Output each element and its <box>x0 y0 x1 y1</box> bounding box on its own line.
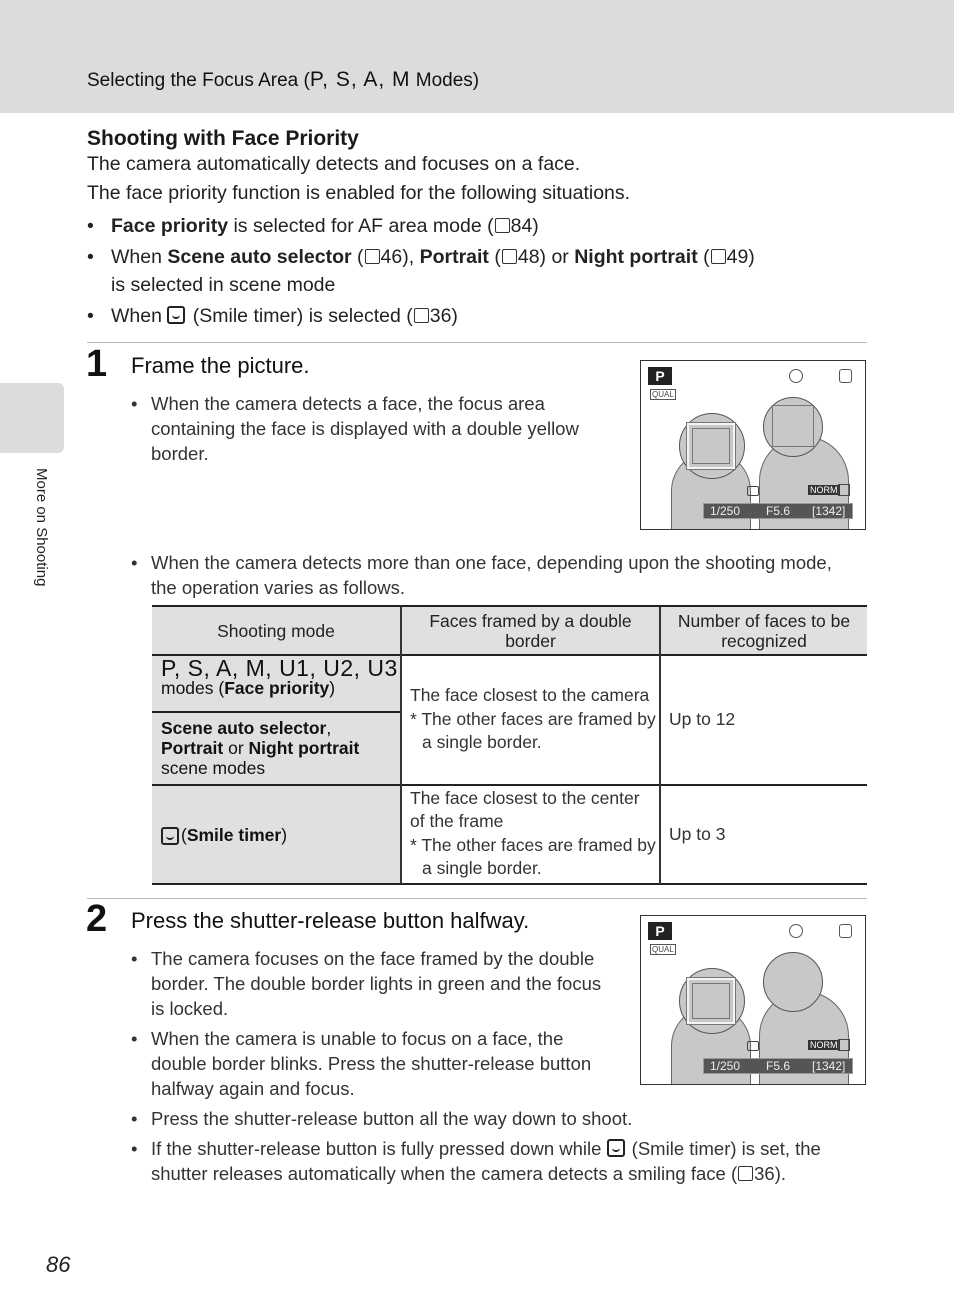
step-2-bullet-2: • When the camera is unable to focus on a face, the <box>131 1028 564 1049</box>
single-focus-border <box>772 405 814 447</box>
page-header-band <box>0 0 954 113</box>
shutter-speed: 1/250 <box>710 504 741 518</box>
step-2-title: Press the shutter-release button halfway. <box>131 908 530 933</box>
quality-icon: QUAL <box>652 390 674 399</box>
smile-timer-icon <box>161 827 179 845</box>
aperture-value: F5.6 <box>766 1059 791 1073</box>
person-head-right <box>763 952 823 1012</box>
section-heading: Shooting with Face Priority <box>87 127 359 150</box>
reference-icon <box>414 308 429 323</box>
image-mode-icon: NORM <box>810 485 838 495</box>
step-1-bullet-1-line2: containing the face is displayed with a double yellow <box>151 418 579 439</box>
step-2-bullet-1-line2: border. The double border lights in green and the focus <box>151 973 602 994</box>
mode-glyphs: P, S, A, M, U1, U2, U3 <box>161 655 398 681</box>
step-2-bullet-4-line2: shutter releases automatically when the camera detects a smiling face ( 36). <box>151 1163 787 1184</box>
page-number: 86 <box>46 1252 71 1277</box>
table-header-face-count: Number of faces to be recognized <box>661 607 867 654</box>
step-1-bullet-1-line3: border. <box>151 443 209 464</box>
table-row3-count: Up to 3 <box>669 824 726 844</box>
bullet-scene-modes: • When Scene auto selector ( 46), Portrait ( 48) or Night portrait ( 49) <box>87 246 755 268</box>
step-2-bullet-2-line2: double border blinks. Press the shutter-release button <box>151 1053 592 1074</box>
table-row12-faces-line1: The face closest to the camera <box>410 685 650 705</box>
chapter-tab <box>0 383 64 453</box>
table-column-divider <box>659 607 661 884</box>
table-header-faces-framed: Faces framed by a double border <box>402 607 659 654</box>
shutter-speed: 1/250 <box>710 1059 741 1073</box>
vibration-reduction-icon <box>839 369 852 383</box>
exposure-bar <box>703 503 853 519</box>
flash-icon <box>789 369 803 383</box>
exposure-bar <box>703 1058 853 1074</box>
step-1-title: Frame the picture. <box>131 353 310 378</box>
memory-icon <box>747 486 759 496</box>
bullet-smile-timer: • When (Smile timer) is selected ( 36) <box>87 305 458 327</box>
reference-icon <box>502 249 517 264</box>
mode-p-icon: P <box>648 367 672 385</box>
quality-icon: QUAL <box>652 945 674 954</box>
divider <box>87 342 867 343</box>
table-header-shooting-mode: Shooting mode <box>152 607 400 654</box>
step-2-bullet-3: • Press the shutter-release button all the way down to shoot. <box>131 1108 633 1129</box>
table-row12-faces-line2: * The other faces are framed by <box>410 709 656 729</box>
aperture-value: F5.6 <box>766 504 791 518</box>
chapter-label: More on Shooting <box>33 468 50 587</box>
mode-p-icon: P <box>648 922 672 940</box>
flash-icon <box>789 924 803 938</box>
reference-icon <box>365 249 380 264</box>
page-header-title <box>87 68 479 92</box>
table-subrow-rule <box>152 711 400 713</box>
table-row3-faces-line1: The face closest to the center <box>410 788 640 808</box>
step-1-bullet-2-line2: the operation varies as follows. <box>151 577 405 598</box>
step-2-number: 2 <box>86 898 108 940</box>
bullet-face-priority: • Face priority is selected for AF area mode ( 84) <box>87 215 539 237</box>
reference-icon <box>711 249 726 264</box>
exposures-remaining: [1342] <box>812 1059 846 1073</box>
table-row12-faces-line3: a single border. <box>422 732 542 752</box>
table-row12-count: Up to 12 <box>669 709 736 729</box>
smile-timer-icon <box>607 1139 625 1157</box>
double-focus-border <box>687 423 735 469</box>
image-size-icon <box>838 1039 850 1051</box>
table-bottom-rule <box>152 883 867 885</box>
step-2-bullet-1-line3: is locked. <box>151 998 229 1019</box>
bullet-scene-modes-line2: is selected in scene mode <box>111 274 336 296</box>
step-2-bullet-1: • The camera focuses on the face framed by the double <box>131 948 595 969</box>
table-row3-faces-line4: a single border. <box>422 858 542 878</box>
image-mode-icon: NORM <box>810 1040 838 1050</box>
exposures-remaining: [1342] <box>812 504 846 518</box>
step-2-bullet-4: • If the shutter-release button is fully pressed down while (Smile timer) is set, the <box>131 1138 821 1159</box>
step-1-number: 1 <box>86 343 108 385</box>
double-focus-border <box>687 978 735 1024</box>
step-1-bullet-1: • When the camera detects a face, the focus area <box>131 393 545 414</box>
reference-icon <box>495 218 510 233</box>
camera-preview-1 <box>640 360 866 530</box>
step-1-bullet-2: • When the camera detects more than one face, depending upon the shooting mode, <box>131 552 832 573</box>
table-row3-faces-line3: * The other faces are framed by <box>410 835 656 855</box>
vibration-reduction-icon <box>839 924 852 938</box>
smile-timer-icon <box>167 306 185 324</box>
header-prefix: Selecting the Focus Area ( <box>87 70 310 91</box>
image-size-icon <box>838 484 850 496</box>
memory-icon <box>747 1041 759 1051</box>
intro-line-2: The face priority function is enabled for the following situations. <box>87 182 631 204</box>
header-modes: P, S, A, M <box>309 68 411 91</box>
table-column-divider <box>400 607 402 884</box>
step-2-bullet-2-line3: halfway again and focus. <box>151 1078 355 1099</box>
camera-preview-2 <box>640 915 866 1085</box>
header-suffix: Modes) <box>410 70 480 91</box>
reference-icon <box>738 1166 753 1181</box>
table-row3-mode: ( Smile timer ) <box>152 786 400 883</box>
table-row3-faces-line2: of the frame <box>410 811 504 831</box>
table-row1-modes: P, S, A, M, U1, U2, U3 modes (Face priority) <box>152 656 400 711</box>
intro-line-1: The camera automatically detects and focuses on a face. <box>87 153 581 175</box>
divider <box>87 898 867 899</box>
table-row2-modes: Scene auto selector, Portrait or Night portrait scene modes <box>152 713 400 784</box>
